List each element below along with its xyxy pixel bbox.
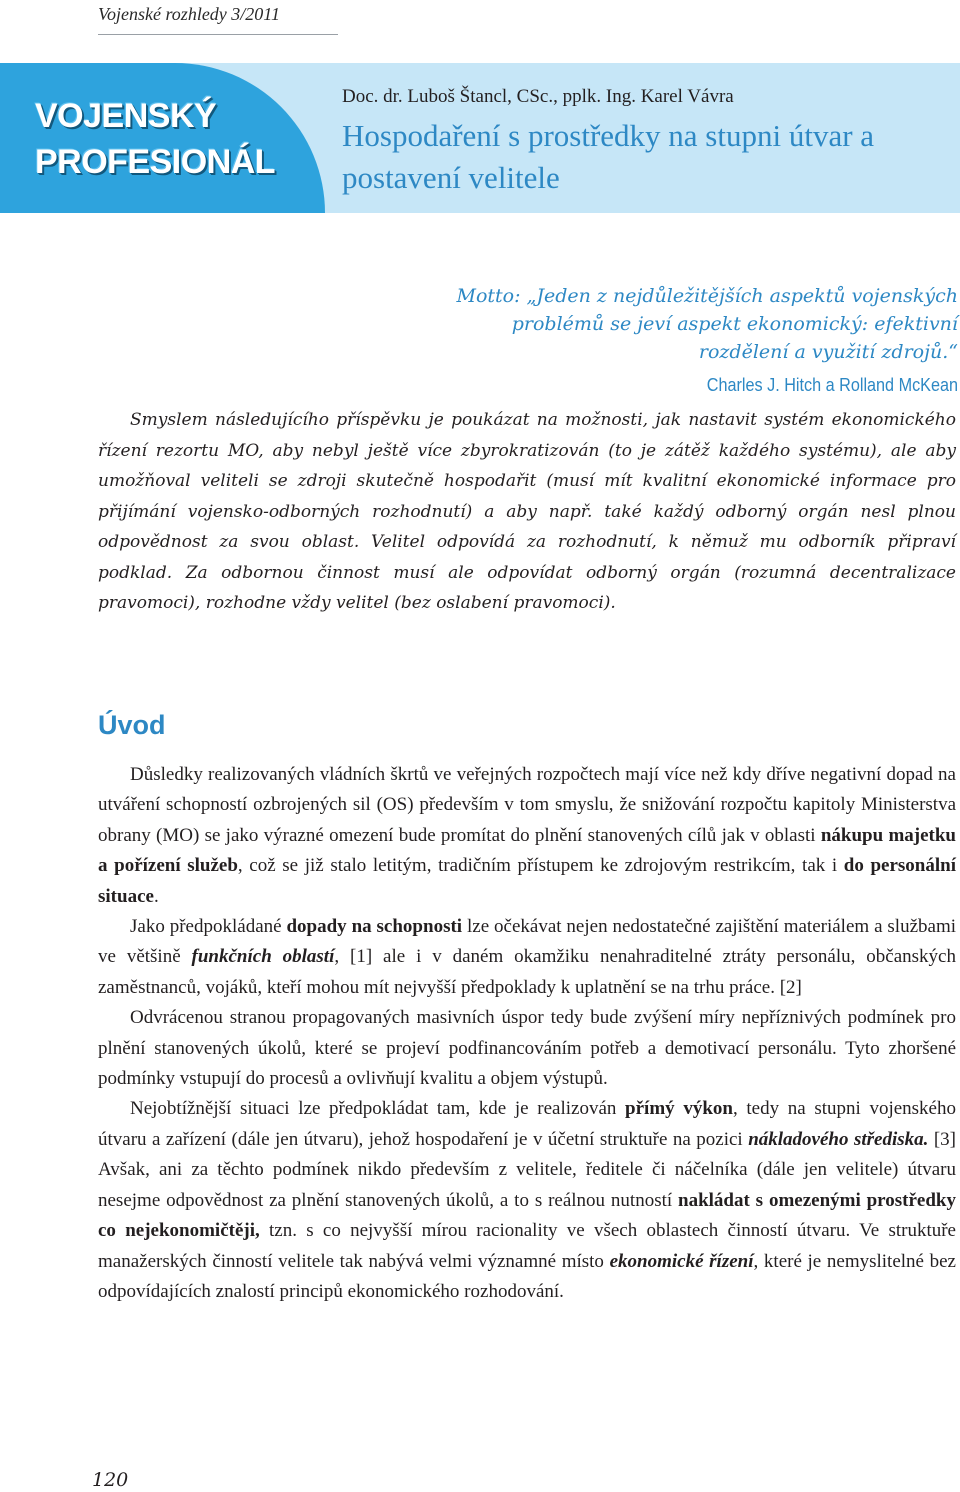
bold-italic-text: funkčních oblastí [191,946,335,968]
bold-text: do personální situace [98,855,956,907]
text-run: , tedy na stupni vojenského útvaru a zařízení (dále jen útvaru), jehož hospodaření je v účetní struktuře na pozici [98,1098,956,1150]
motto-quote-line-1: „Jeden z nejdůležitějších aspektů vojenských [526,285,958,307]
article-authors: Doc. dr. Luboš Štancl, CSc., pplk. Ing. Karel Vávra [342,86,734,107]
motto-author: Charles J. Hitch a Rolland McKean [706,375,958,395]
article-title: Hospodaření s prostředky na stupni útvar a postavení velitele [342,118,875,195]
bold-text: přímý výkon [625,1098,733,1120]
section-badge [0,63,325,213]
text-run: lze očekávat nejen nedostatečné zajištění materiálem a službami ve většině [98,916,956,968]
text-run: Důsledky realizovaných vládních škrtů ve veřejných rozpočtech mají více než kdy dříve negativní dopad na utváření schopností ozbrojených sil (OS) především v tom smyslu, že snižování rozpočtu kapitoly Ministerstva obrany (MO) se jako výrazné omezení bude promítat do plnění stanovených cílů jak v oblasti [98,764,956,846]
title-banner [0,63,960,213]
paragraph-1 [98,760,956,912]
badge-line-1: VOJENSKÝ [35,97,217,135]
badge-line-2: PROFESIONÁL [35,143,276,181]
text-run: [3] Avšak, ani za těchto podmínek nikdo především z velitele, ředitele či náčelníka (dále jen velitele) útvaru nesejme odpovědnost za plnění stanovených úkolů, a to s reálnou nutností [98,1128,957,1211]
text-run: . [153,885,159,907]
abstract: Smyslem následujícího příspěvku je poukázat na možnosti, jak nastavit systém ekonomického řízení rezortu MO, aby nebyl ještě více zbyrokratizován (to je zátěž každého systému), ale aby umožňoval veliteli se zdroji skutečně hospodařit (musí mít kvalitní ekonomické informace pro přijímání vojensko-odborných rozhodnutí) a aby např. také každý odborný orgán nesl plnou odpovědnost za svou oblast. Velitel odpovídá za rozhodnutí, k němuž mu odborník připraví podklad. Za odbornou činnost musí ale odpovídat odborný orgán (rozumná decentralizace pravomoci), rozhodne vždy velitel (bez oslabení pravomoci). [98,410,956,613]
paragraph-4 [98,1094,956,1307]
motto-label: Motto: [456,285,527,307]
motto-quote-line-2: problémů se jeví aspekt ekonomický: efektivní [511,313,958,335]
body-text [98,760,956,1307]
text-run: Nejobtížnější situaci lze předpokládat tam, kde je realizován [130,1098,626,1120]
text-run: , které je nemyslitelné bez odpovídajících znalostí principů ekonomického rozhodování. [98,1250,956,1302]
paragraph-2 [98,912,956,1003]
text-run: tzn. s co nejvyšší mírou racionality ve všech oblastech činností útvaru. Ve struktuře manažerských činností velitele tak nabývá velmi významné místo [98,1220,956,1272]
bold-italic-text: nákladového střediska. [748,1128,929,1150]
text-run: , [1] ale i v daném okamžiku nenahraditelné ztráty personálu, občanských zaměstnanců, vojáků, kteří mohou mít nejvyšší předpoklady k uplatnění se na trhu práce. [2] [98,946,956,998]
paragraph-3 [98,1003,956,1094]
bold-text: nakládat s omezenými prostředky co nejekonomičtěji, [98,1189,956,1242]
page-number: 120 [92,1469,129,1491]
text-run: Jako předpokládané [130,916,287,938]
header-rule [98,34,338,35]
motto [380,282,958,366]
text-run: , což se již stalo letitým, tradičním přístupem ke zdrojovým restrikcím, tak i [237,855,844,877]
text-run: Odvrácenou stranou propagovaných masivních úspor tedy bude zvýšení míry nepříznivých podmínek pro plnění stanovených úkolů, které se projeví podfinancováním potřeb a demotivací personálu. Tyto zhoršené podmínky vstupují do procesů a ovlivňují kvalitu a objem výstupů. [98,1007,956,1090]
running-head: Vojenské rozhledy 3/2011 [98,4,280,24]
bold-text: dopady na schopnosti [286,916,463,938]
motto-quote-line-3: rozdělení a využití zdrojů.“ [698,341,958,363]
section-heading: Úvod [98,710,166,740]
bold-text: nákupu majetku a pořízení služeb [98,824,956,877]
bold-italic-text: ekonomické řízení [609,1250,754,1272]
